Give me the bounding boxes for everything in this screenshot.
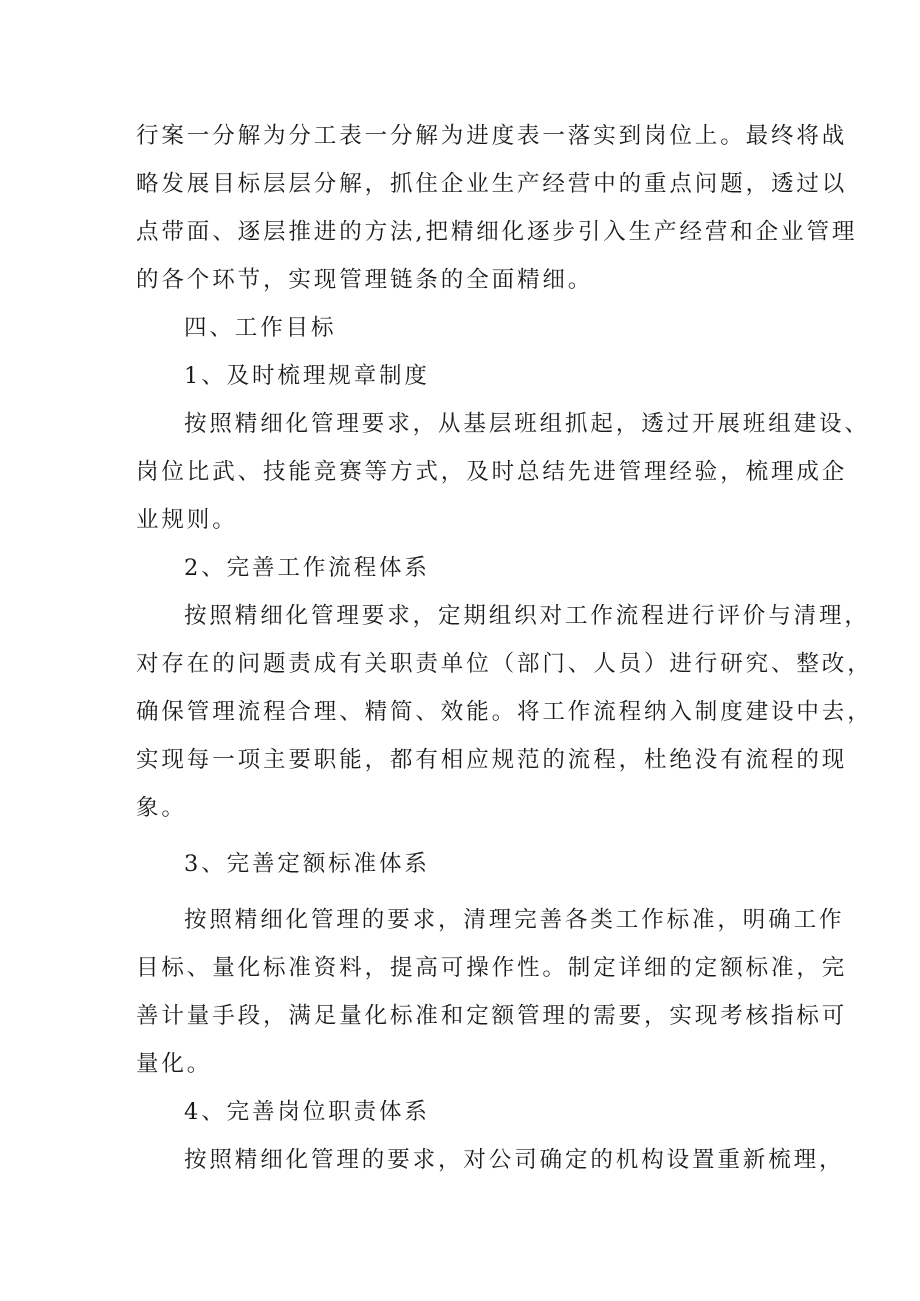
paragraph-line: 行案一分解为分工表一分解为进度表一落实到岗位上。最终将战 [136, 123, 848, 149]
paragraph-line: 的各个环节，实现管理链条的全面精细。 [136, 267, 594, 293]
paragraph-line: 略发展目标层层分解，抓住企业生产经营中的重点问题，透过以 [136, 171, 848, 197]
paragraph-line: 按照精细化管理要求，从基层班组抓起，透过开展班组建设、 [184, 411, 870, 437]
paragraph-line: 业规则。 [136, 507, 238, 533]
item-heading: 1、及时梳理规章制度 [184, 363, 430, 389]
paragraph-line: 确保管理流程合理、精简、效能。将工作流程纳入制度建设中去， [136, 699, 873, 725]
section-heading: 四、工作目标 [184, 315, 337, 341]
paragraph-line: 目标、量化标准资料，提高可操作性。制定详细的定额标准，完 [136, 955, 848, 981]
paragraph-line: 对存在的问题责成有关职责单位（部门、人员）进行研究、整改， [136, 651, 873, 677]
paragraph-line: 按照精细化管理的要求，清理完善各类工作标准，明确工作 [184, 907, 845, 933]
item-heading: 3、完善定额标准体系 [184, 851, 430, 877]
paragraph-line: 善计量手段，满足量化标准和定额管理的需要，实现考核指标可 [136, 1003, 848, 1029]
paragraph-line: 象。 [136, 795, 187, 821]
paragraph-line: 量化。 [136, 1051, 213, 1077]
item-heading: 4、完善岗位职责体系 [184, 1099, 430, 1125]
paragraph-line: 实现每一项主要职能，都有相应规范的流程，杜绝没有流程的现 [136, 747, 848, 773]
paragraph-line: 按照精细化管理的要求，对公司确定的机构设置重新梳理， [184, 1147, 845, 1173]
paragraph-line: 按照精细化管理要求，定期组织对工作流程进行评价与清理， [184, 603, 870, 629]
paragraph-line: 点带面、逐层推进的方法,把精细化逐步引入生产经营和企业管理 [136, 219, 858, 245]
paragraph-line: 岗位比武、技能竞赛等方式，及时总结先进管理经验，梳理成企 [136, 459, 848, 485]
item-heading: 2、完善工作流程体系 [184, 555, 430, 581]
